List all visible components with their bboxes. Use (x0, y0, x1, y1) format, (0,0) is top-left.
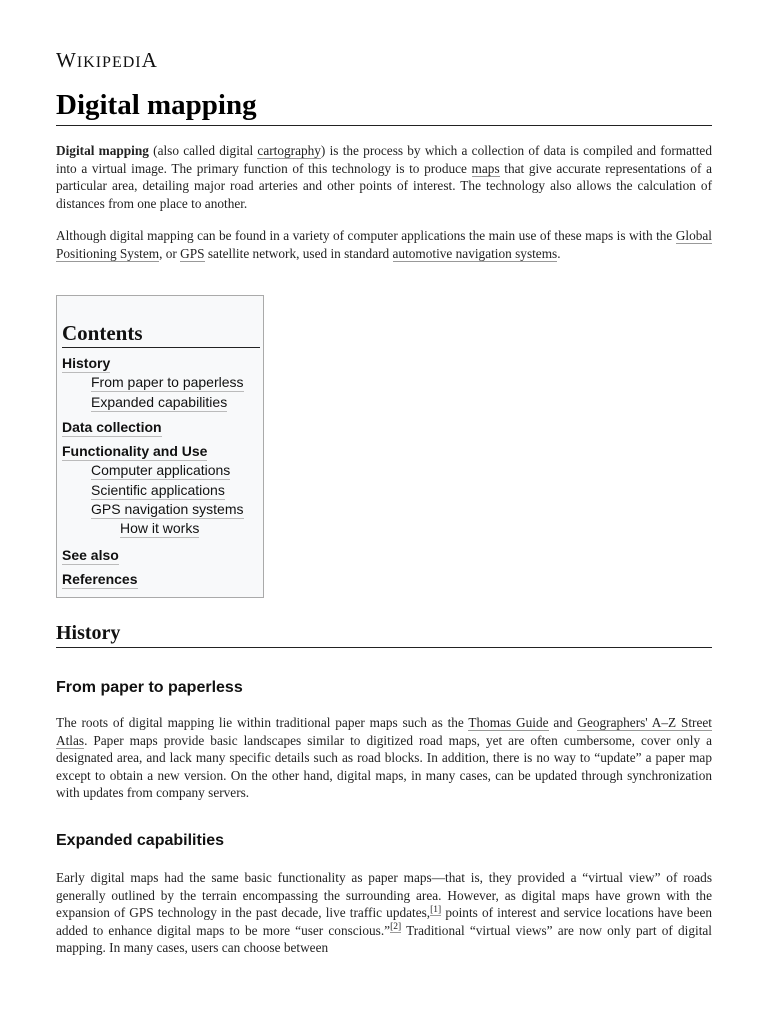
toc-item-references[interactable]: References (62, 571, 138, 587)
link-thomas-guide[interactable]: Thomas Guide (468, 715, 549, 730)
link-automotive-navigation-systems[interactable]: automotive navigation systems (392, 245, 558, 261)
citation-1[interactable]: [1] (430, 904, 442, 915)
table-of-contents (56, 295, 264, 598)
toc-item-data-collection[interactable]: Data collection (62, 419, 162, 435)
citation-2[interactable]: [2] (390, 922, 402, 933)
toc-item-see-also[interactable]: See also (62, 547, 119, 563)
link-geographers-a-z-street-atlas[interactable]: Geographers' A–Z Street Atlas (56, 715, 712, 748)
link-maps[interactable]: maps (471, 160, 500, 176)
section-heading-history: History (56, 620, 712, 648)
intro-paragraph-1: Digital mapping (also called digital cartography) is the process by which a collection of data is compiled and formatted into a virtual image. The primary function of this technology is to produce maps that give accurate representations of a particular area, detailing major road arteries and other points of interest. The technology also allows the calculation of distances from one place to another. (56, 143, 712, 211)
page-title: Digital mapping (56, 86, 712, 126)
toc-item-how-it-works[interactable]: How it works (120, 520, 200, 536)
toc-title: Contents (62, 320, 260, 348)
subsection-heading-from-paper-to-paperless: From paper to paperless (56, 679, 243, 696)
toc-item-expanded-capabilities[interactable]: Expanded capabilities (91, 394, 228, 410)
toc-item-from-paper-to-paperless[interactable]: From paper to paperless (91, 374, 244, 390)
link-global-positioning-system[interactable]: Global Positioning System (56, 228, 712, 261)
toc-item-gps-navigation-systems[interactable]: GPS navigation systems (91, 501, 244, 517)
bold-term: Digital mapping (56, 143, 149, 158)
wikipedia-wordmark[interactable]: WIKIPEDIA (56, 48, 158, 72)
link-cartography[interactable]: cartography (257, 143, 321, 158)
paragraph-paper-to-paperless: The roots of digital mapping lie within traditional paper maps such as the Thomas Guide and Geographers' A–Z Street Atlas. Paper maps provide basic landscapes similar to digitized road maps, yet are often cumbersome, cover only a designated area, and lack many specific details such as road blocks. In addition, there is no way to “update” a paper map except to obtain a new version. On the other hand, digital maps, in many cases, can be updated through synchronization with updates from company servers. (56, 715, 712, 800)
intro-paragraph-2: Although digital mapping can be found in a variety of computer applications the main use of these maps is with the Global Positioning System, or GPS satellite network, used in standard automotive navigation systems. (56, 228, 712, 261)
paragraph-expanded-capabilities: Early digital maps had the same basic functionality as paper maps—that is, they provided a “virtual view” of roads generally outlined by the terrain encompassing the surrounding area. However, as digital maps have grown with the expansion of GPS technology in the past decade, live traffic updates,[1] points of interest and service locations have been added to enhance digital maps to be more “user conscious.”[2] Traditional “virtual views” are now only part of digital mapping. In many cases, users can choose between (56, 870, 712, 955)
toc-item-scientific-applications[interactable]: Scientific applications (91, 482, 225, 498)
subsection-heading-expanded-capabilities: Expanded capabilities (56, 832, 225, 849)
toc-item-history[interactable]: History (62, 355, 111, 371)
toc-item-computer-applications[interactable]: Computer applications (91, 462, 231, 478)
link-gps[interactable]: GPS (180, 245, 205, 261)
toc-item-functionality-and-use[interactable]: Functionality and Use (62, 443, 208, 459)
